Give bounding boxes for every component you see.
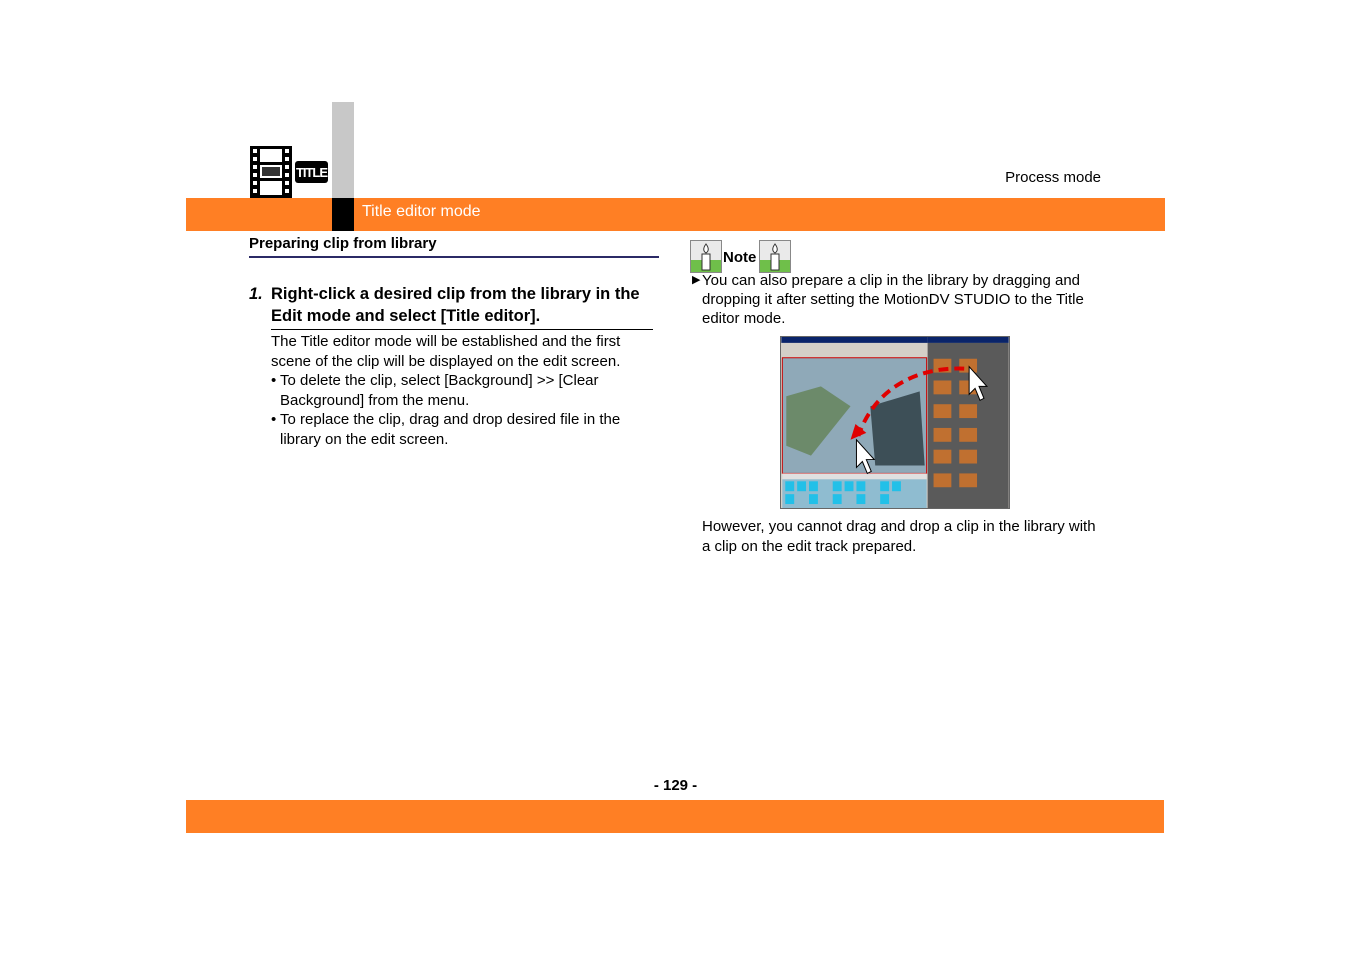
- header-gray-strip: [332, 102, 354, 198]
- step-body: [271, 332, 661, 449]
- header-black-tab: [332, 198, 354, 231]
- title-editor-icon: [250, 146, 328, 198]
- step-rule: [271, 329, 653, 330]
- mode-label: Process mode: [1005, 169, 1101, 186]
- list-item: • To replace the clip, drag and drop desired file in the library on the edit screen.: [271, 411, 621, 448]
- triangle-right-icon: ▶: [692, 274, 701, 286]
- candle-icon: [759, 240, 791, 273]
- footer-bar: [186, 800, 1164, 833]
- note-label: Note: [723, 249, 757, 266]
- list-item: • To delete the clip, select [Background] >> [Clear Background] from the menu.: [271, 372, 599, 409]
- note-text-after: However, you cannot drag and drop a clip in the library with a clip on the edit track prepared.: [702, 518, 1096, 555]
- step-text: Right-click a desired clip from the library in the Edit mode and select [Title editor].: [271, 285, 640, 325]
- drag-drop-screenshot: [780, 336, 1010, 509]
- title-badge-text: TITLE: [295, 165, 328, 180]
- step-intro: The Title editor mode will be established and the first scene of the clip will be displayed on the edit screen.: [271, 333, 621, 370]
- section-label: Title editor mode: [362, 203, 481, 220]
- page-number: - 129 -: [653, 777, 698, 794]
- step-number: 1.: [249, 285, 263, 303]
- section-title: Preparing clip from library: [249, 235, 437, 252]
- candle-icon: [690, 240, 722, 273]
- section-rule: [249, 256, 659, 258]
